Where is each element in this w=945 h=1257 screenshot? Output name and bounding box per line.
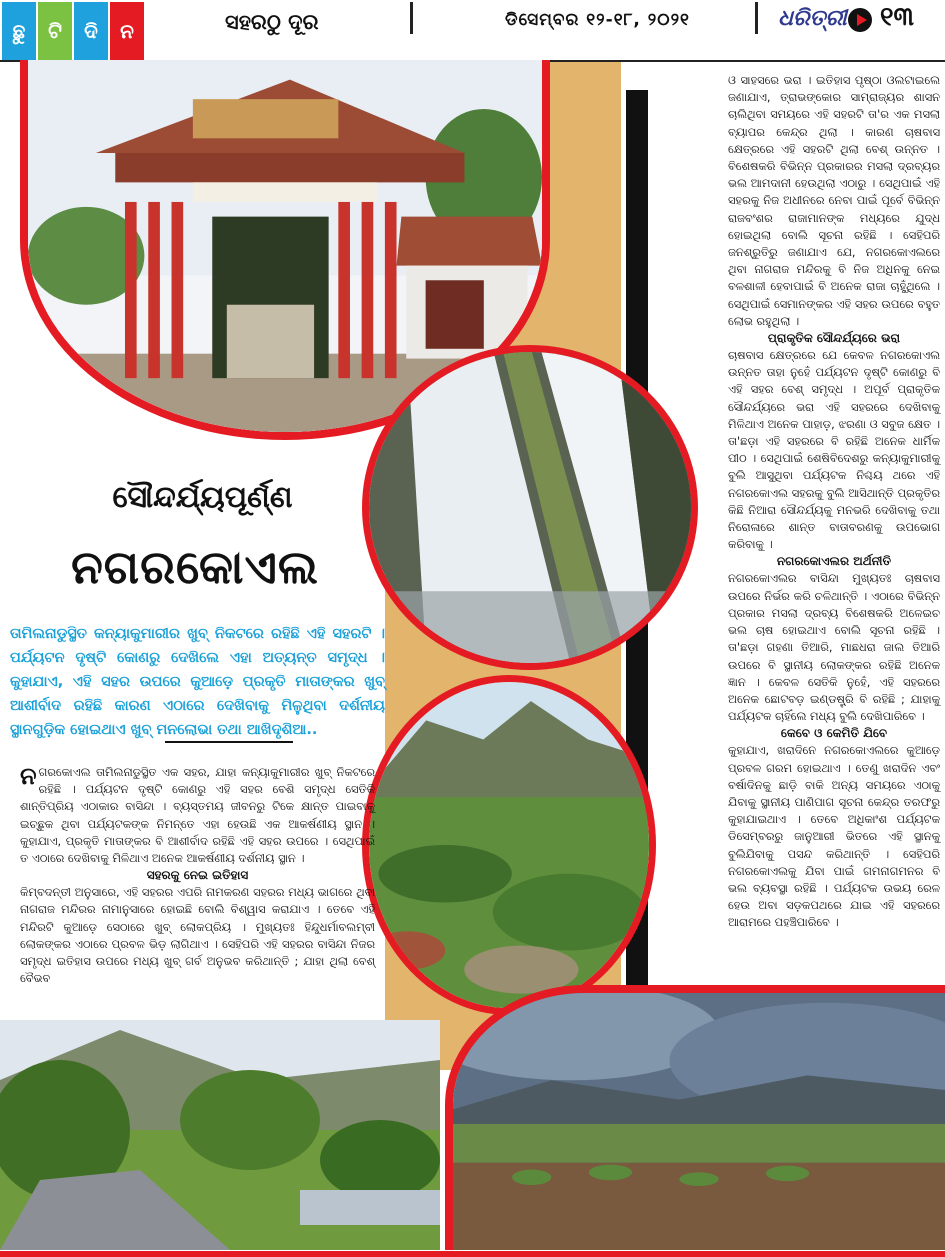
newspaper-brand: ଧରିତ୍ରୀ bbox=[778, 6, 847, 31]
body-paragraph: କିମ୍ବଦନ୍ତୀ ଅନୁସାରେ, ଏହି ସହରର ଏପରି ନାମକରଣ ସହରର ମଧ୍ୟ ଭାଗରେ ଥିବା ନାଗରାଜ ମନ୍ଦିରର ନାମାନୁସାରେ ହୋଇଛି ବୋଲି ବିଶ୍ୱାସ କରାଯାଏ । ତେବେ ଏହି ମନ୍ଦିରଟି କୁଆଡ଼େ ସେଠାରେ ଖୁବ୍ ଲୋକପ୍ରିୟ । ମୁଖ୍ୟତଃ ହିନ୍ଦୁଧର୍ମାବଲମ୍ବୀ ଲୋକଙ୍କର ଏଠାରେ ପ୍ରବଳ ଭିଡ଼ ଲାଗିଥାଏ । ସେହିପରି ଏହି ସହରର ବାସିନ୍ଦା ନିଜର ସମୃଦ୍ଧ ଇତିହାସ ଉପରେ ମଧ୍ୟ ଖୁବ୍ ଗର୍ବ ଅନୁଭବ କରିଥାନ୍ତି ; ଯାହା ଥିଲା ବେଶ୍ ବୈଭବ bbox=[20, 885, 375, 986]
subheading: ସହରକୁ ନେଇ ଇତିହାସ bbox=[146, 868, 249, 883]
masthead bbox=[0, 0, 945, 62]
body-column-right bbox=[728, 72, 940, 932]
subheading: କେବେ ଓ କେମିତି ଯିବେ bbox=[780, 726, 888, 741]
issue-date: ଡିସେମ୍ବର ୧୨-୧୮, ୨୦୨୧ bbox=[505, 10, 690, 30]
divider bbox=[755, 2, 758, 34]
country-road-photo bbox=[0, 1020, 440, 1250]
logo-letter: ନ bbox=[110, 2, 144, 60]
body-column-left bbox=[20, 764, 375, 987]
intro-paragraph: ତାମିଲନାଡୁସ୍ଥିତ କନ୍ୟାକୁମାରୀର ଖୁବ୍ ନିକଟରେ ରହିଛି ଏହି ସହରଟି । ପର୍ଯ୍ୟଟନ ଦୃଷ୍ଟି କୋଣରୁ ଦେଖିଲେ ଏହା ଅତ୍ୟନ୍ତ ସମୃଦ୍ଧ । କୁହାଯାଏ, ଏହି ସହର ଉପରେ କୁଆଡ଼େ ପ୍ରକୃତି ମାତାଙ୍କର ଖୁବ୍ ଆଶୀର୍ବାଦ ରହିଛି କାରଣ ଏଠାରେ ଦେଖିବାକୁ ମିଳୁଥିବା ଦର୍ଶନୀୟ ସ୍ଥାନଗୁଡ଼ିକ ହୋଇଥାଏ ଖୁବ୍ ମନଲୋଭା ତଥା ଆଖିଦୃଶିଆ.. bbox=[10, 626, 385, 738]
subheading: ନଗରକୋଏଲର ଅର୍ଥନୀତି bbox=[776, 554, 892, 569]
body-paragraph: ନଗରକୋଏଲର ବାସିନ୍ଦା ମୁଖ୍ୟତଃ ଚାଷବାସ ଉପରେ ନିର୍ଭର କରି ଚଳିଥାନ୍ତି । ଏଠାରେ ବିଭିନ୍ନ ପ୍ରକାର ମସଲା ଦ୍ରବ୍ୟ ବିଶେଷକରି ଅଳେଇଚ ଭଲ ଚାଷ ହୋଇଥାଏ ବୋଲି ସୂଚନା ରହିଛି । ତା'ଛଡ଼ା ଗହଣା ତିଆରି, ମାଛଧରା ଜାଲ ତିଆରି ଉପରେ ବି ସ୍ଥାନୀୟ ଲୋକଙ୍କର ରହିଛି ଅନେକ ଜ୍ଞାନ । କେବଳ ସେତିକି ନୁହେଁ, ଏହି ସହରରେ ଅନେକ ଛୋଟବଡ଼ ଇଣ୍ଡଷ୍ଟ୍ରି ବି ରହିଛି ; ଯାହାକୁ ପର୍ଯ୍ୟଟକ ଚାହିଁଲେ ମଧ୍ୟ ବୁଲି ଦେଖିପାରିବେ । bbox=[728, 571, 940, 724]
section-logo bbox=[2, 2, 144, 60]
logo-letter: ଟି bbox=[38, 2, 72, 60]
headline: ନଗରକୋଏଲ bbox=[71, 540, 319, 594]
section-title: ସହରଠୁ ଦୂର bbox=[225, 10, 319, 34]
drop-cap: ନ bbox=[20, 762, 37, 790]
body-paragraph: ଚାଷବାସ କ୍ଷେତ୍ରରେ ଯେ କେବଳ ନଗରକୋଏଲ ଉନ୍ନତ ତାହା ନୁହେଁ ପର୍ଯ୍ୟଟନ ଦୃଷ୍ଟି କୋଣରୁ ବି ଏହି ସହର ବେଶ୍ ସମୃଦ୍ଧ । ଅପୂର୍ବ ପ୍ରାକୃତିକ ସୌନ୍ଦର୍ଯ୍ୟରେ ଭରା ଏହି ସହରରେ ଦେଖିବାକୁ ମିଳିଥାଏ ଅନେକ ପାହାଡ଼, ଝରଣା ଓ ସବୁଜ କ୍ଷେତ । ତା'ଛଡ଼ା ଏହି ସହରରେ ବି ରହିଛି ଅନେକ ଧାର୍ମିକ ପୀଠ । ସେଥିପାଇଁ ଶେଷିବିଦେଶରୁ କନ୍ୟାକୁମାରୀକୁ ବୁଲି ଆସୁଥିବା ପର୍ଯ୍ୟଟକ ନିଶ୍ଚୟ ଥରେ ଏହି ନଗରକୋଏଲ ସହରକୁ ବୁଲି ଆସିଥାନ୍ତି ପ୍ରକୃତିର କିଛି ନିଆରା ସୌନ୍ଦର୍ଯ୍ୟକୁ ମନଭରି ଦେଖିବାକୁ ତଥା ନିରୋଳାରେ ଶାନ୍ତ ବାତାବରଣକୁ ଉପଭୋଗ କରିବାକୁ । bbox=[728, 348, 940, 552]
divider bbox=[165, 741, 293, 743]
footer-bar bbox=[0, 1251, 945, 1257]
logo-letter: ଛୁ bbox=[2, 2, 36, 60]
headline-kicker: ସୌନ୍ଦର୍ଯ୍ୟପୂର୍ଣ୍ଣ bbox=[112, 480, 293, 515]
page-number: ୧୩ bbox=[880, 2, 914, 32]
farmland-photo bbox=[445, 985, 945, 1250]
subheading: ପ୍ରାକୃତିକ ସୌନ୍ଦର୍ଯ୍ୟରେ ଭରା bbox=[767, 331, 901, 346]
divider bbox=[410, 2, 413, 34]
body-paragraph: ଓ ସାହସରେ ଭରା । ଇତିହାସ ପୃଷ୍ଠା ଓଲଟାଇଲେ ଜଣାଯାଏ, ତ୍ରାଭଙ୍କୋର ସାମ୍ରାଜ୍ୟର ଶାସନ ଚାଲିଥିବା ସମୟରେ ଏହି ସହରଟି ତା'ର ଏକ ମସଲା ବ୍ୟାପର କେନ୍ଦ୍ର ଥିଲା । କାରଣ ଚାଷବାସ କ୍ଷେତ୍ରରେ ଏହି ସହରଟି ଥିଲା ବେଶ୍ ଉନ୍ନତ । ବିଶେଷକରି ବିଭିନ୍ନ ପ୍ରକାରର ମସଲା ଦ୍ରବ୍ୟର ଭଲ ଆମଦାନୀ ହେଉଥିଲା ଏଠାରୁ । ସେଥିପାଇଁ ଏହି ସହରକୁ ନିଜ ଅଧୀନରେ ନେବା ପାଇଁ ପୂର୍ବେ ବିଭିନ୍ନ ରାଜବଂଶର ରାଜାମାନଙ୍କ ମଧ୍ୟରେ ଯୁଦ୍ଧ ହୋଇଥିଲା ବୋଲି ସୂଚନା ରହିଛି । ସେହିପରି ଜନଶ୍ରୁତିରୁ ଜଣାଯାଏ ଯେ, ନଗରକୋଏଲରେ ଥିବା ନାଗରାଜ ମନ୍ଦିରକୁ ବି ନିଜ ଅଧିନକୁ ନେଇ ବଳଶାଳୀ ହେବାପାଇଁ ବି ଅନେକ ରାଜା ଚାହୁଁଥିଲେ । ସେଥିପାଇଁ ସେମାନଙ୍କର ଏହି ସହର ଉପରେ ବହୁତ ଲୋଭ ରହୁଥିଲା । bbox=[728, 73, 940, 328]
waterfall-photo bbox=[362, 345, 698, 670]
logo-letter: ଦି bbox=[74, 2, 108, 60]
body-paragraph: କୁହାଯାଏ, ଖରାଦିନେ ନଗରକୋଏଲରେ କୁଆଡ଼େ ପ୍ରବଳ ଗରମ ହୋଇଥାଏ । ତେଣୁ ଖରାଦିନ ଏବଂ ବର୍ଷାଦିନକୁ ଛାଡ଼ି ବାକି ଅନ୍ୟ ସମୟରେ ଏଠାକୁ ଯିବାକୁ ସ୍ଥାନୀୟ ପାଣିପାଗ ସୂଚନା କେନ୍ଦ୍ର ତରଫରୁ କୁହାଯାଇଥାଏ । ତେବେ ଅଧିକାଂଶ ପର୍ଯ୍ୟଟକ ଡିସେମ୍ବରରୁ ଜାନୁଆରୀ ଭିତରେ ଏହି ସ୍ଥାନକୁ ବୁଲିଯିବାକୁ ପସନ୍ଦ କରିଥାନ୍ତି । ସେହିପରି ନଗରକୋଏଲକୁ ଯିବା ପାଇଁ ଗମନାଗମନର ବି ଭଲ ବ୍ୟବସ୍ଥା ରହିଛି । ପର୍ଯ୍ୟଟକ ଉଭୟ ରେଳ ହେଉ ଅବା ସଡ଼କପଥରେ ଯାଇ ଏହି ସହରରେ ଆରାମରେ ପହଞ୍ଚିପାରିବେ । bbox=[728, 743, 940, 930]
play-arrow-icon bbox=[848, 8, 872, 32]
body-text: ଗରକୋଏଲ ତାମିଲନାଡୁସ୍ଥିତ ଏକ ସହର, ଯାହା କନ୍ୟାକୁମାରୀର ଖୁବ୍ ନିକଟରେ ରହିଛି । ପର୍ଯ୍ୟଟନ ଦୃଷ୍ଟି କୋଣରୁ ଏହି ସହର ବେଶି ସମୃଦ୍ଧ ସେତିକି ଶାନ୍ତିପ୍ରିୟ ଏଠାକାର ବାସିନ୍ଦା । ବ୍ୟସ୍ତମୟ ଜୀବନରୁ ଟିକେ କ୍ଷାନ୍ତ ପାଇବାକୁ ଇଚ୍ଛୁକ ଥିବା ପର୍ଯ୍ୟଟକଙ୍କ ନିମନ୍ତେ ଏହା ହେଉଛି ଏକ ଆକର୍ଷଣୀୟ ସ୍ଥାନ । କୁହାଯାଏ, ପ୍ରକୃତି ମାତାଙ୍କର ବି ଆଶୀର୍ବାଦ ରହିଛି ଏହି ସହର ଉପରେ । ସେଥିପାଇଁ ତ ଏଠାରେ ଦେଖିବାକୁ ମିଳିଥାଏ ଅନେକ ଆକର୍ଷଣୀୟ ଦର୍ଶନୀୟ ସ୍ଥାନ । bbox=[20, 765, 375, 866]
body-paragraph bbox=[20, 764, 375, 867]
hills-valley-photo bbox=[362, 675, 656, 1015]
